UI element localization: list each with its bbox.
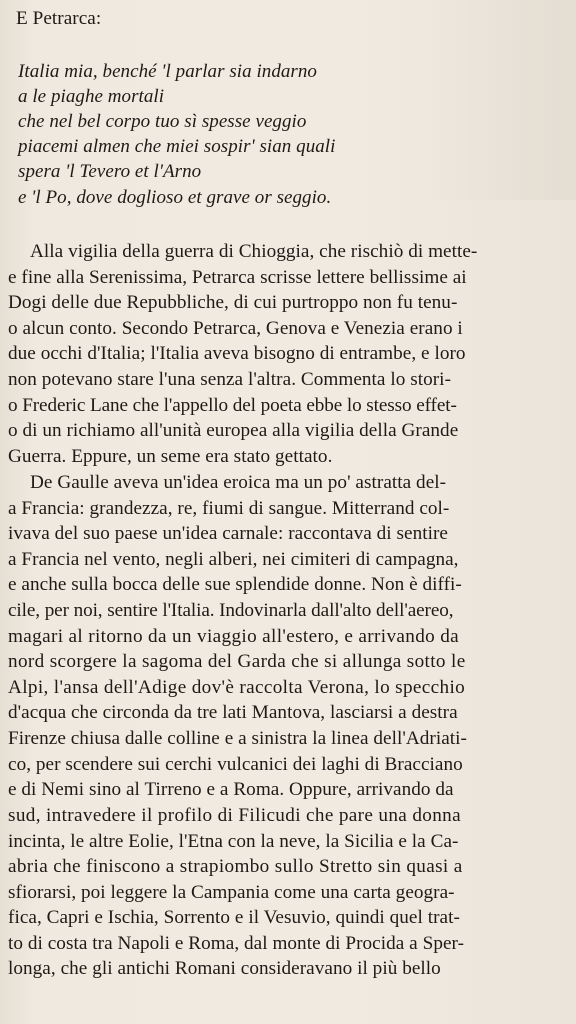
paragraph-line: Dogi delle due Repubbliche, di cui purtroppo non fu tenu- xyxy=(8,292,458,313)
paragraph-line: nord scorgere la sagoma del Garda che si allunga sotto le xyxy=(8,651,466,672)
poem-line: e 'l Po, dove doglioso et grave or seggio. xyxy=(18,187,332,208)
paragraph-line: e anche sulla bocca delle sue splendide donne. Non è diffi- xyxy=(8,574,462,595)
paragraph-line: o Frederic Lane che l'appello del poeta ebbe lo stesso effet- xyxy=(8,395,457,416)
poem-line: piacemi almen che miei sospir' sian quali xyxy=(18,136,336,157)
paragraph-line: incinta, le altre Eolie, l'Etna con la neve, la Sicilia e la Ca- xyxy=(8,831,459,852)
paragraph-line: sud, intravedere il profilo di Filicudi che pare una donna xyxy=(8,805,461,826)
paragraph-line: abria che finiscono a strapiombo sullo Stretto sin quasi a xyxy=(8,856,463,877)
paragraph-line: d'acqua che circonda da tre lati Mantova, lasciarsi a destra xyxy=(8,702,458,723)
paragraph-line: o alcun conto. Secondo Petrarca, Genova e Venezia erano i xyxy=(8,318,463,339)
paragraph-line: a Francia nel vento, negli alberi, nei cimiteri di campagna, xyxy=(8,549,459,570)
paragraph-line: o di un richiamo all'unità europea alla vigilia della Grande xyxy=(8,420,459,441)
poem-line: Italia mia, benché 'l parlar sia indarno xyxy=(18,61,317,82)
paragraph-line: to di costa tra Napoli e Roma, dal monte di Procida a Sper- xyxy=(8,933,465,954)
paragraph-line: ivava del suo paese un'idea carnale: raccontava di sentire xyxy=(8,523,448,544)
paragraph-line: non potevano stare l'una senza l'altra. Commenta lo stori- xyxy=(8,369,452,390)
poem-line: a le piaghe mortali xyxy=(18,86,165,107)
paragraph-line: fica, Capri e Ischia, Sorrento e il Vesuvio, quindi quel trat- xyxy=(8,907,460,928)
paragraph-line: sfiorarsi, poi leggere la Campania come una carta geogra- xyxy=(8,882,455,903)
bleed-through-shadow xyxy=(426,0,576,200)
paragraph-line: a Francia: grandezza, re, fiumi di sangue. Mitterrand col- xyxy=(8,498,450,519)
poem-line: che nel bel corpo tuo sì spesse veggio xyxy=(18,111,307,132)
paragraph-line: cile, per noi, sentire l'Italia. Indovinarla dall'alto dell'aereo, xyxy=(8,600,454,621)
paragraph-line: e fine alla Serenissima, Petrarca scrisse lettere bellissime ai xyxy=(8,267,467,288)
paragraph-line: longa, che gli antichi Romani consideravano il più bello xyxy=(8,958,441,979)
paragraph-line: co, per scendere sui cerchi vulcanici dei laghi di Bracciano xyxy=(8,754,463,775)
paragraph-line: Alla vigilia della guerra di Chioggia, che rischiò di mette- xyxy=(30,241,478,262)
paragraph-line: De Gaulle aveva un'idea eroica ma un po' astratta del- xyxy=(30,472,447,493)
intro-line: E Petrarca: xyxy=(16,8,102,29)
paragraph-line: due occhi d'Italia; l'Italia aveva bisogno di entrambe, e loro xyxy=(8,343,466,364)
paragraph-line: Guerra. Eppure, un seme era stato gettato. xyxy=(8,446,333,467)
paragraph-line: e di Nemi sino al Tirreno e a Roma. Oppure, arrivando da xyxy=(8,779,454,800)
paragraph-line: magari al ritorno da un viaggio all'estero, e arrivando da xyxy=(8,626,460,647)
paragraph-line: Firenze chiusa dalle colline e a sinistra la linea dell'Adriati- xyxy=(8,728,467,749)
poem-line: spera 'l Tevero et l'Arno xyxy=(18,161,202,182)
paragraph-line: Alpi, l'ansa dell'Adige dov'è raccolta Verona, lo specchio xyxy=(8,677,466,698)
